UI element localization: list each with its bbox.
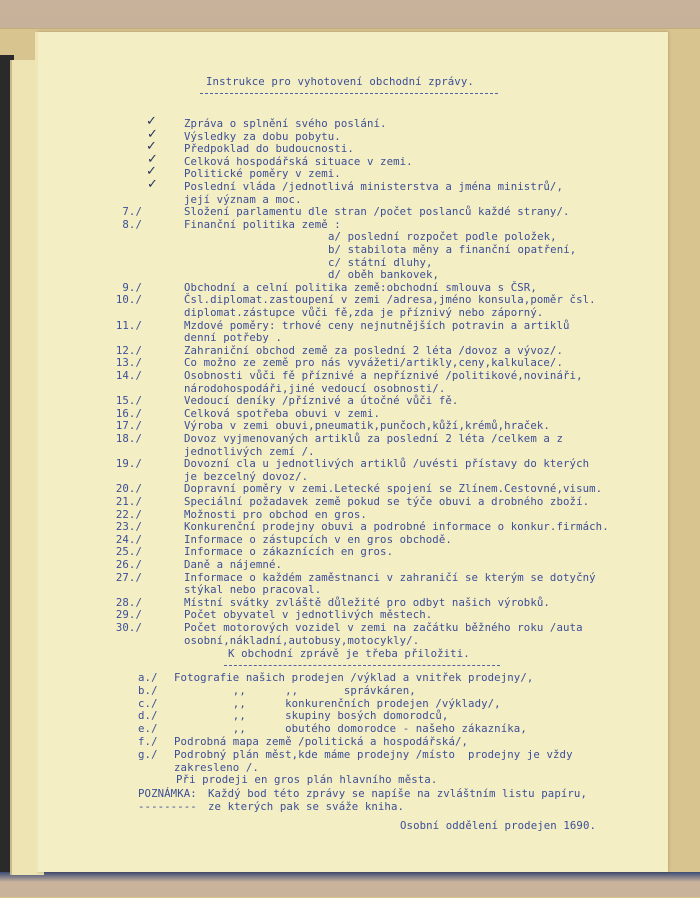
item-text: Informace o zákaznících en gros.: [184, 545, 394, 559]
item-number: 8./: [122, 217, 142, 231]
item-text: b/ stabilota měny a finanční opatření,: [328, 243, 577, 256]
checkmark-icon: ✓: [146, 114, 157, 129]
item-text: osobní,nákladní,autobusy,motocykly/.: [184, 633, 420, 647]
item-number: 20./: [115, 482, 142, 496]
document-title: Instrukce pro vyhotovení obchodní zprávy.: [206, 75, 474, 88]
item-text: její význam a moc.: [184, 192, 302, 206]
item-text: Co možno ze země pro nás vyvážeti/artikly,ceny,kalkulace/.: [184, 356, 563, 370]
item-text: národohospodáři,jiné vedoucí osobnosti/.: [184, 381, 446, 395]
item-text: Celková spotřeba obuvi v zemi.: [184, 406, 381, 420]
item-text: Zahraniční obchod země za poslední 2 léta /dovoz a vývoz/.: [184, 343, 563, 357]
item-number: 24./: [115, 532, 142, 546]
item-number: 22./: [115, 507, 142, 521]
attachment-letter: d./: [138, 709, 158, 723]
item-text: Osobnosti vůči fě příznivé a nepříznivé /politikové,novináři,: [184, 369, 583, 382]
attachment-letter: e./: [138, 722, 158, 736]
item-number: 19./: [115, 457, 142, 471]
item-text: Speciální požadavek země pokud se týče obuvi a drobného zboží.: [184, 495, 590, 508]
attachments-heading: K obchodní zprávě je třeba přiložiti.: [228, 647, 470, 660]
title-underline: [200, 93, 498, 94]
attachment-letter: b./: [138, 683, 158, 697]
item-text: Politické poměry v zemi.: [184, 167, 341, 181]
attachment-letter: c./: [138, 696, 158, 710]
item-text: Obchodní a celní politika země:obchodní smlouva s ČSR,: [184, 280, 537, 294]
item-text: Místní svátky zvláště důležité pro odbyt našich výrobků.: [184, 595, 550, 609]
attachment-text: ,, obutého domorodce - našeho zákazníka,: [174, 722, 527, 736]
attachments-underline: [224, 665, 500, 666]
item-text: Finanční politika země :: [184, 217, 341, 231]
item-number: 25./: [115, 545, 142, 559]
attachment-text: Podrobný plán měst,kde máme prodejny /místo prodejny je vždy: [174, 747, 573, 761]
attachment-text: Fotografie našich prodejen /výklad a vnitřek prodejny/,: [174, 671, 534, 684]
attachment-text: ,, ,, správkáren,: [174, 683, 416, 697]
item-number: 17./: [115, 419, 142, 433]
item-text: Počet motorových vozidel v zemi na začátku běžného roku /auta: [184, 621, 583, 634]
item-text: Složení parlamentu dle stran /počet poslanců každé strany/.: [184, 205, 570, 219]
item-text: Konkurenční prodejny obuvi a podrobné informace o konkur.firmách.: [184, 520, 609, 534]
item-number: 13./: [115, 356, 142, 370]
item-text: Zpráva o splnění svého poslání.: [184, 117, 387, 130]
item-number: 30./: [115, 621, 142, 634]
item-number: 12./: [115, 343, 142, 357]
item-text: c/ státní dluhy,: [328, 255, 433, 269]
attachment-text: ,, konkurenčních prodejen /výklady/,: [174, 696, 501, 710]
item-number: 21./: [115, 495, 142, 508]
signature: Osobní oddělení prodejen 1690.: [400, 819, 597, 832]
item-text: Předpoklad do budoucnosti.: [184, 142, 354, 156]
binder-bottom-edge: [0, 872, 700, 897]
item-text: Vedoucí deníky /příznivé a útočné vůči fě.: [184, 394, 459, 408]
note-line-1: Každý bod této zprávy se napíše na zvláštním listu papíru,: [208, 787, 587, 800]
item-text: Dovoz vyjmenovaných artiklů za poslední 2 léta /celkem a z: [184, 432, 563, 445]
item-text: a/ poslední rozpočet podle položek,: [328, 230, 557, 244]
item-number: 27./: [115, 570, 142, 584]
attachment-text: Při prodeji en gros plán hlavního města.: [176, 773, 438, 787]
item-text: Dopravní poměry v zemi.Letecké spojení se Zlínem.Cestovné,visum.: [184, 482, 603, 496]
item-number: 28./: [115, 595, 142, 609]
item-text: Čsl.diplomat.zastoupení v zemi /adresa,jméno konsula,poměr čsl.: [184, 293, 596, 307]
attachment-text: zakresleno /.: [174, 760, 259, 774]
checkmark-icon: ✓: [147, 177, 158, 192]
attachment-text: ,, skupiny bosých domorodců,: [174, 709, 449, 723]
attachment-text: Podrobná mapa země /politická a hospodářská/,: [174, 735, 469, 748]
item-text: Možnosti pro obchod en gros.: [184, 507, 367, 521]
document-page: [38, 32, 668, 872]
note-dashes: ---------: [138, 800, 197, 813]
item-text: Dovozní cla u jednotlivých artiklů /uvésti přístavy do kterých: [184, 457, 590, 471]
item-text: Výsledky za dobu pobytu.: [184, 129, 341, 143]
item-number: 14./: [115, 369, 142, 382]
item-number: 26./: [115, 558, 142, 571]
checkmark-icon: ✓: [146, 139, 157, 155]
item-number: 16./: [115, 406, 142, 420]
item-text: Mzdové poměry: trhové ceny nejnutnějších potravin a artiklů: [184, 318, 570, 332]
item-text: Výroba v zemi obuvi,pneumatik,punčoch,kůží,krémů,hraček.: [184, 419, 550, 433]
checkmark-icon: ✓: [147, 126, 158, 142]
item-number: 7./: [122, 205, 142, 219]
item-number: 9./: [122, 280, 142, 294]
item-text: Poslední vláda /jednotlivá ministerstva a jména ministrů/,: [184, 180, 563, 193]
item-number: 10./: [115, 293, 142, 307]
item-text: je bezcelný dovoz/.: [184, 469, 309, 483]
note-line-2: ze kterých pak se sváže kniha.: [208, 800, 405, 813]
attachment-letter: g./: [138, 747, 158, 761]
checkmark-icon: ✓: [147, 151, 158, 167]
item-number: 23./: [115, 520, 142, 534]
item-text: Počet obyvatel v jednotlivých městech.: [184, 608, 433, 622]
item-text: Daně a nájemné.: [184, 558, 283, 571]
item-number: 18./: [115, 432, 142, 445]
attachment-letter: a./: [138, 671, 158, 684]
item-text: jednotlivých zemí /.: [184, 444, 315, 458]
item-number: 11./: [115, 318, 142, 332]
item-text: denní potřeby .: [184, 331, 283, 345]
note-label: POZNÁMKA:: [138, 787, 197, 800]
item-text: Informace o každém zaměstnanci v zahraničí se kterým se dotyčný: [184, 570, 596, 584]
attachment-letter: f./: [138, 735, 158, 748]
item-text: diplomat.zástupce vůči fě,zda je příznivý nebo záporný.: [184, 306, 544, 319]
item-number: 29./: [115, 608, 142, 622]
item-text: d/ oběh bankovek,: [328, 268, 440, 282]
item-text: Informace o zástupcích v en gros obchodě.: [184, 532, 452, 546]
item-text: stýkal nebo pracoval.: [184, 583, 322, 597]
item-number: 15./: [115, 394, 142, 408]
item-text: Celková hospodářská situace v zemi.: [184, 154, 413, 168]
checkmark-icon: ✓: [146, 164, 157, 180]
